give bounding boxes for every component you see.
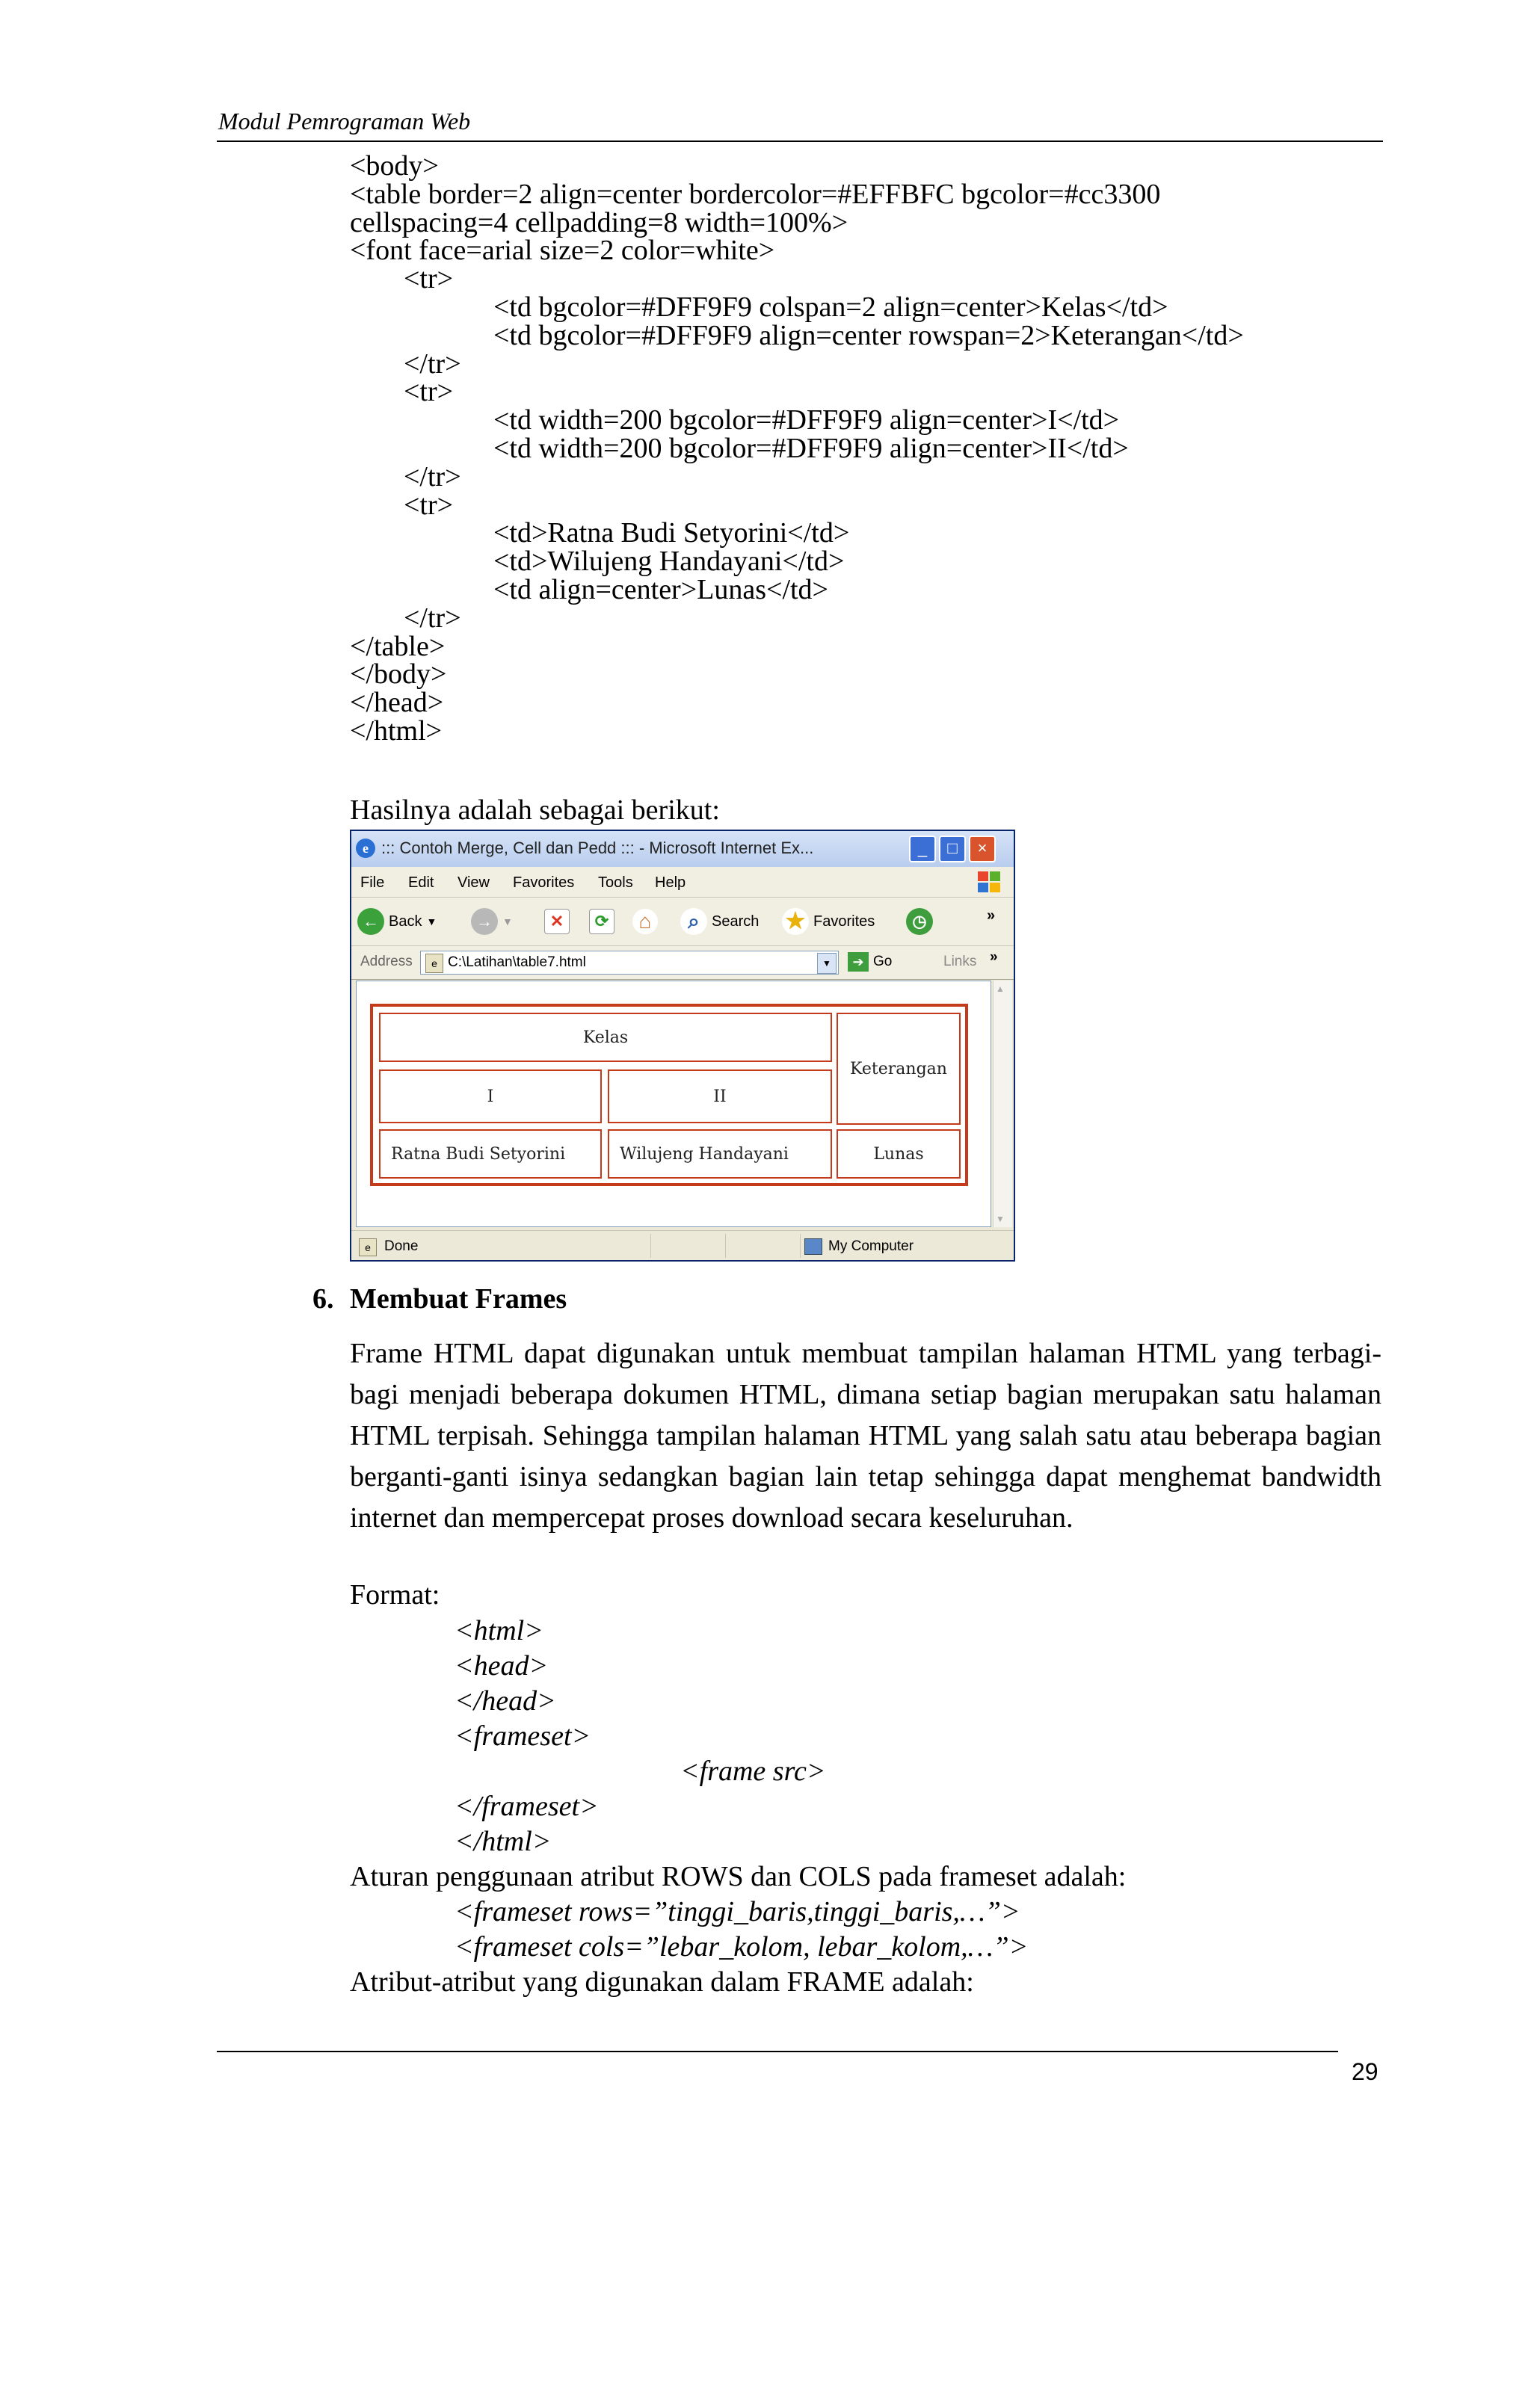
menu-file[interactable]: File xyxy=(360,874,385,891)
cell-col-ii: II xyxy=(608,1069,832,1123)
forward-arrow-icon: → xyxy=(471,908,498,935)
footer-rule xyxy=(217,2051,1338,2052)
frame-attributes-intro: Atribut-atribut yang digunakan dalam FRAME adalah: xyxy=(350,1966,974,1998)
maximize-icon[interactable]: □ xyxy=(939,836,966,862)
format-line: </head> xyxy=(455,1685,556,1717)
computer-icon xyxy=(804,1238,822,1255)
demo-table xyxy=(370,1004,968,1186)
section-paragraph: Frame HTML dapat digunakan untuk membuat tampilan halaman HTML yang terbagi-bagi menjadi beberapa dokumen HTML, dimana setiap bagian merupakan satu halaman HTML terpisah. Sehingga tampilan halaman HTML yang salah satu atau beberapa bagian berganti-ganti isinya sedangkan bagian lain tetap sehingga dapat menghemat bandwidth internet dan mempercepat proses download secara keseluruhan. xyxy=(350,1338,1381,1534)
vertical-scrollbar[interactable] xyxy=(993,981,1012,1227)
address-dropdown-icon[interactable]: ▼ xyxy=(817,953,837,974)
scroll-down-icon[interactable]: ▼ xyxy=(996,1214,1005,1224)
menu-tools[interactable]: Tools xyxy=(598,874,633,891)
dropdown-arrow-icon[interactable]: ▼ xyxy=(426,916,437,927)
history-button[interactable] xyxy=(906,907,933,936)
format-line: <head> xyxy=(455,1650,549,1682)
refresh-button[interactable] xyxy=(589,907,614,936)
history-icon: ◷ xyxy=(906,908,933,935)
go-button[interactable] xyxy=(848,952,892,972)
close-icon[interactable]: × xyxy=(969,836,996,862)
header-rule xyxy=(217,141,1383,142)
back-arrow-icon: ← xyxy=(357,908,384,935)
code-listing xyxy=(350,152,1244,746)
browser-window-screenshot xyxy=(350,830,1015,1262)
favorites-button[interactable] xyxy=(782,907,875,936)
code-line: <body> xyxy=(350,150,439,182)
go-arrow-icon: ➔ xyxy=(848,952,869,972)
code-line: </html> xyxy=(350,714,443,747)
page-number: 29 xyxy=(1352,2058,1378,2085)
menu-view[interactable]: View xyxy=(458,874,490,891)
scroll-up-icon[interactable]: ▲ xyxy=(996,984,1005,994)
refresh-icon: ⟳ xyxy=(589,909,614,934)
stop-icon: ✕ xyxy=(544,909,570,934)
forward-button[interactable] xyxy=(471,907,513,936)
search-icon: ⌕ xyxy=(680,908,707,935)
page-status-icon: e xyxy=(359,1238,377,1256)
code-line: <tr> xyxy=(404,263,454,295)
code-line: </tr> xyxy=(404,602,461,634)
address-label: Address xyxy=(360,954,413,969)
toolbar xyxy=(351,898,1014,946)
search-label: Search xyxy=(712,913,760,930)
format-line: </frameset> xyxy=(455,1791,599,1822)
cell-lunas: Lunas xyxy=(837,1129,961,1179)
browser-title-bar xyxy=(351,831,1014,867)
menu-bar xyxy=(351,867,1014,898)
section-number: 6. xyxy=(312,1283,334,1315)
cell-keterangan: Keterangan xyxy=(837,1013,961,1125)
toolbar-overflow-icon[interactable]: » xyxy=(987,907,996,924)
code-line: cellspacing=4 cellpadding=8 width=100%> xyxy=(350,206,848,238)
minimize-icon[interactable]: _ xyxy=(909,836,936,862)
stop-button[interactable] xyxy=(544,907,570,936)
back-button[interactable] xyxy=(357,907,437,936)
home-icon: ⌂ xyxy=(632,909,658,934)
format-line: <frameset> xyxy=(455,1720,591,1752)
address-input[interactable] xyxy=(420,951,839,975)
frameset-rows-syntax: <frameset rows=”tinggi_baris,tinggi_baris,…”> xyxy=(455,1896,1020,1927)
page-content-area xyxy=(356,981,991,1227)
menu-help[interactable]: Help xyxy=(655,874,686,891)
links-overflow-icon[interactable]: » xyxy=(990,949,998,965)
code-line: </head> xyxy=(350,687,444,719)
menu-favorites[interactable]: Favorites xyxy=(513,874,575,891)
status-text: Done xyxy=(384,1238,419,1254)
code-line: <table border=2 align=center bordercolor=#EFFBFC bgcolor=#cc3300 xyxy=(350,178,1161,210)
home-button[interactable] xyxy=(632,907,658,936)
code-line: <td>Ratna Budi Setyorini</td> xyxy=(493,517,850,549)
frameset-cols-syntax: <frameset cols=”lebar_kolom, lebar_kolom,…”> xyxy=(455,1931,1029,1963)
code-line: <td width=200 bgcolor=#DFF9F9 align=center>II</td> xyxy=(493,432,1129,464)
ie-logo-icon: e xyxy=(356,839,375,858)
format-line: <html> xyxy=(455,1615,543,1646)
code-line: </tr> xyxy=(404,460,461,493)
zone-text: My Computer xyxy=(828,1238,914,1254)
rows-cols-intro: Aturan penggunaan atribut ROWS dan COLS pada frameset adalah: xyxy=(350,1861,1127,1892)
cell-col-i: I xyxy=(379,1069,602,1123)
code-line: <font face=arial size=2 color=white> xyxy=(350,235,775,267)
cell-name-2: Wilujeng Handayani xyxy=(608,1129,832,1179)
search-button[interactable] xyxy=(680,907,759,936)
cell-kelas: Kelas xyxy=(379,1013,832,1062)
code-line: <td width=200 bgcolor=#DFF9F9 align=center>I</td> xyxy=(493,404,1120,436)
cell-name-1: Ratna Budi Setyorini xyxy=(379,1129,602,1179)
code-line: <td bgcolor=#DFF9F9 colspan=2 align=center>Kelas</td> xyxy=(493,291,1168,323)
code-line: </body> xyxy=(350,658,447,691)
code-line: </table> xyxy=(350,630,446,662)
address-bar xyxy=(351,946,1014,980)
code-line: <tr> xyxy=(404,489,454,521)
menu-edit[interactable]: Edit xyxy=(408,874,434,891)
dropdown-arrow-icon[interactable]: ▼ xyxy=(502,916,513,927)
format-line: <frame src> xyxy=(680,1756,826,1787)
links-label[interactable]: Links xyxy=(943,954,977,969)
section-title: Membuat Frames xyxy=(350,1283,567,1315)
windows-logo-icon xyxy=(978,871,1000,892)
browser-title: ::: Contoh Merge, Cell dan Pedd ::: - Microsoft Internet Ex... xyxy=(381,839,814,857)
go-label: Go xyxy=(873,954,893,969)
status-bar xyxy=(351,1230,1014,1261)
result-intro-text: Hasilnya adalah sebagai berikut: xyxy=(350,794,720,826)
format-label: Format: xyxy=(350,1579,440,1611)
code-line: <tr> xyxy=(404,376,454,408)
star-icon: ★ xyxy=(782,908,809,935)
code-line: <td>Wilujeng Handayani</td> xyxy=(493,546,845,578)
format-line: </html> xyxy=(455,1826,552,1857)
page-icon: e xyxy=(425,954,443,973)
address-value: C:\Latihan\table7.html xyxy=(448,954,586,970)
code-line: <td bgcolor=#DFF9F9 align=center rowspan=2>Keterangan</td> xyxy=(493,319,1244,351)
back-label: Back xyxy=(389,913,422,930)
code-line: </tr> xyxy=(404,348,461,380)
page-header-title: Modul Pemrograman Web xyxy=(218,108,471,135)
code-line: <td align=center>Lunas</td> xyxy=(493,573,828,605)
favorites-label: Favorites xyxy=(813,913,875,930)
